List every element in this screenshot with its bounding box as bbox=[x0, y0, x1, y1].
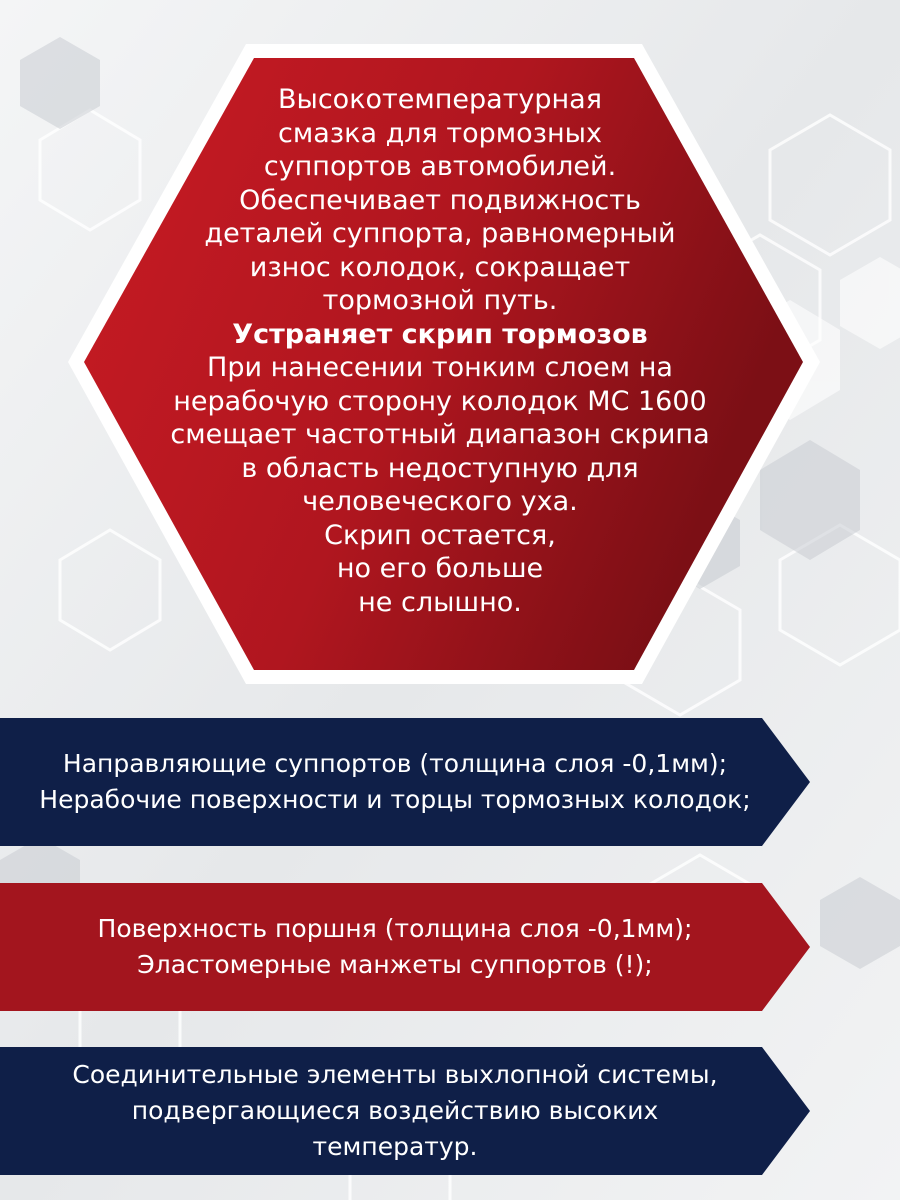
hex-line: смещает частотный диапазон скрипа bbox=[170, 419, 710, 450]
application-banner-calipers bbox=[0, 718, 900, 846]
application-banner-piston bbox=[0, 883, 900, 1011]
hex-line: человеческого уха. bbox=[302, 486, 578, 517]
hex-line: суппортов автомобилей. bbox=[263, 151, 617, 182]
banner-line: температур. bbox=[312, 1132, 478, 1161]
banner-line: Соединительные элементы выхлопной системы, bbox=[72, 1060, 718, 1089]
hex-line: износ колодок, сокращает bbox=[249, 251, 631, 283]
hex-line: не слышно. bbox=[358, 586, 522, 618]
hex-line: в область недоступную для bbox=[241, 452, 639, 484]
banner-line: Нерабочие поверхности и торцы тормозных колодок; bbox=[39, 785, 751, 814]
banner-line: Эластомерные манжеты суппортов (!); bbox=[137, 950, 653, 979]
hex-line: но его больше bbox=[336, 553, 544, 584]
hex-line: При нанесении тонким слоем на bbox=[207, 352, 673, 383]
hex-line: деталей суппорта, равномерный bbox=[204, 218, 676, 249]
hexagon-description bbox=[150, 83, 730, 619]
hex-line: Скрип остается, bbox=[324, 519, 556, 551]
hex-line: тормозной путь. bbox=[322, 285, 558, 316]
application-banner-exhaust bbox=[0, 1047, 900, 1175]
hex-bold-heading: Устраняет скрип тормозов bbox=[232, 318, 648, 350]
banner-line: подвергающиеся воздействию высоких bbox=[131, 1096, 659, 1125]
hex-line: нерабочую сторону колодок МС 1600 bbox=[173, 385, 707, 417]
hex-line: смазка для тормозных bbox=[278, 117, 602, 149]
banner-line: Поверхность поршня (толщина слоя -0,1мм); bbox=[97, 914, 693, 943]
banner-line: Направляющие суппортов (толщина слоя -0,1мм); bbox=[62, 749, 728, 778]
hex-line: Обеспечивает подвижность bbox=[239, 184, 641, 216]
hex-line: Высокотемпературная bbox=[278, 84, 602, 115]
